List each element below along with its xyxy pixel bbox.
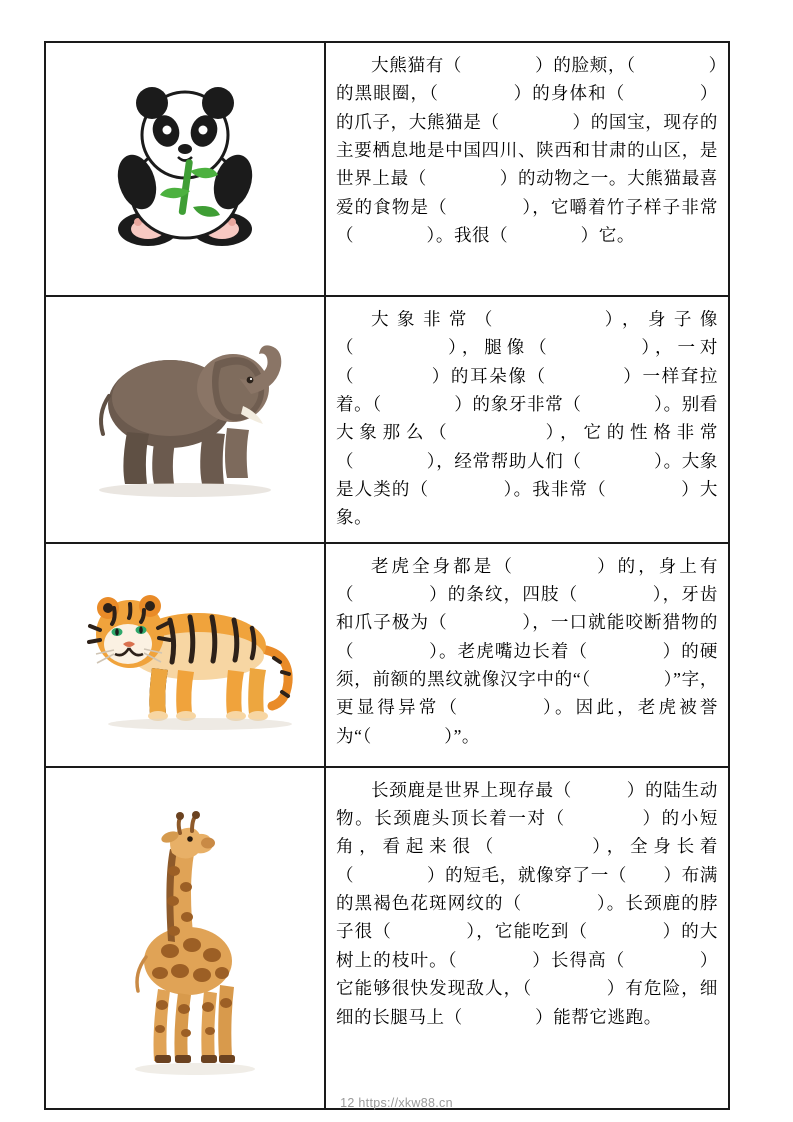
giraffe-image-cell: [46, 768, 326, 1108]
giraffe-paragraph: 长颈鹿是世界上现存最（ ）的陆生动物。长颈鹿头顶长着一对（ ）的小短角，看起来很（ ），全身长着（ ）的短毛，就像穿了一（ ）布满的黑褐色花斑网纹的（ ）。长颈鹿的脖子很（ ），它能吃到（ ）的大树上的枝叶。（ ）长得高（ ）它能够很快发现敌人，（ ）有危险，细细的长腿马上（ ）能帮它逃跑。: [336, 779, 718, 1027]
elephant-illustration: [75, 332, 295, 507]
table-row: [46, 43, 728, 297]
elephant-paragraph: 大象非常（ ），身子像（ ），腿像（ ），一对（ ）的耳朵像（ ）一样耷拉着。（ ）的象牙非常（ ）。别看大象那么（ ），它的性格非常（ ），经常帮助人们（ ）。大象是人类的（ ）。我非常（ ）大象。: [336, 309, 718, 528]
tiger-illustration: [70, 572, 300, 737]
table-row: [46, 297, 728, 544]
table-row: [46, 768, 728, 1110]
page-footer: 12 https://xkw88.cn: [340, 1096, 453, 1110]
table-row: [46, 544, 728, 768]
panda-text-cell: [326, 43, 728, 295]
elephant-text-cell: [326, 297, 728, 542]
giraffe-illustration: [100, 793, 270, 1083]
panda-illustration: [90, 79, 280, 259]
tiger-image-cell: [46, 544, 326, 766]
worksheet-table: [44, 41, 730, 1110]
tiger-text-cell: [326, 544, 728, 766]
elephant-image-cell: [46, 297, 326, 542]
panda-paragraph: 大熊猫有（ ）的脸颊，（ ）的黑眼圈，（ ）的身体和（ ）的爪子，大熊猫是（ ）的国宝，现存的主要栖息地是中国四川、陕西和甘肃的山区，是世界上最（ ）的动物之一。大熊猫最喜爱的食物是（ ），它嚼着竹子样子非常（ ）。我很（ ）它。: [336, 55, 718, 246]
giraffe-text-cell: [326, 768, 728, 1108]
panda-image-cell: [46, 43, 326, 295]
tiger-paragraph: 老虎全身都是（ ）的，身上有（ ）的条纹，四肢（ ），牙齿和爪子极为（ ），一口就能咬断猎物的（ ）。老虎嘴边长着（ ）的硬须，前额的黑纹就像汉字中的“（ ）”字，更显得异常（ ）。因此，老虎被誉为“（ ）”。: [336, 555, 718, 746]
